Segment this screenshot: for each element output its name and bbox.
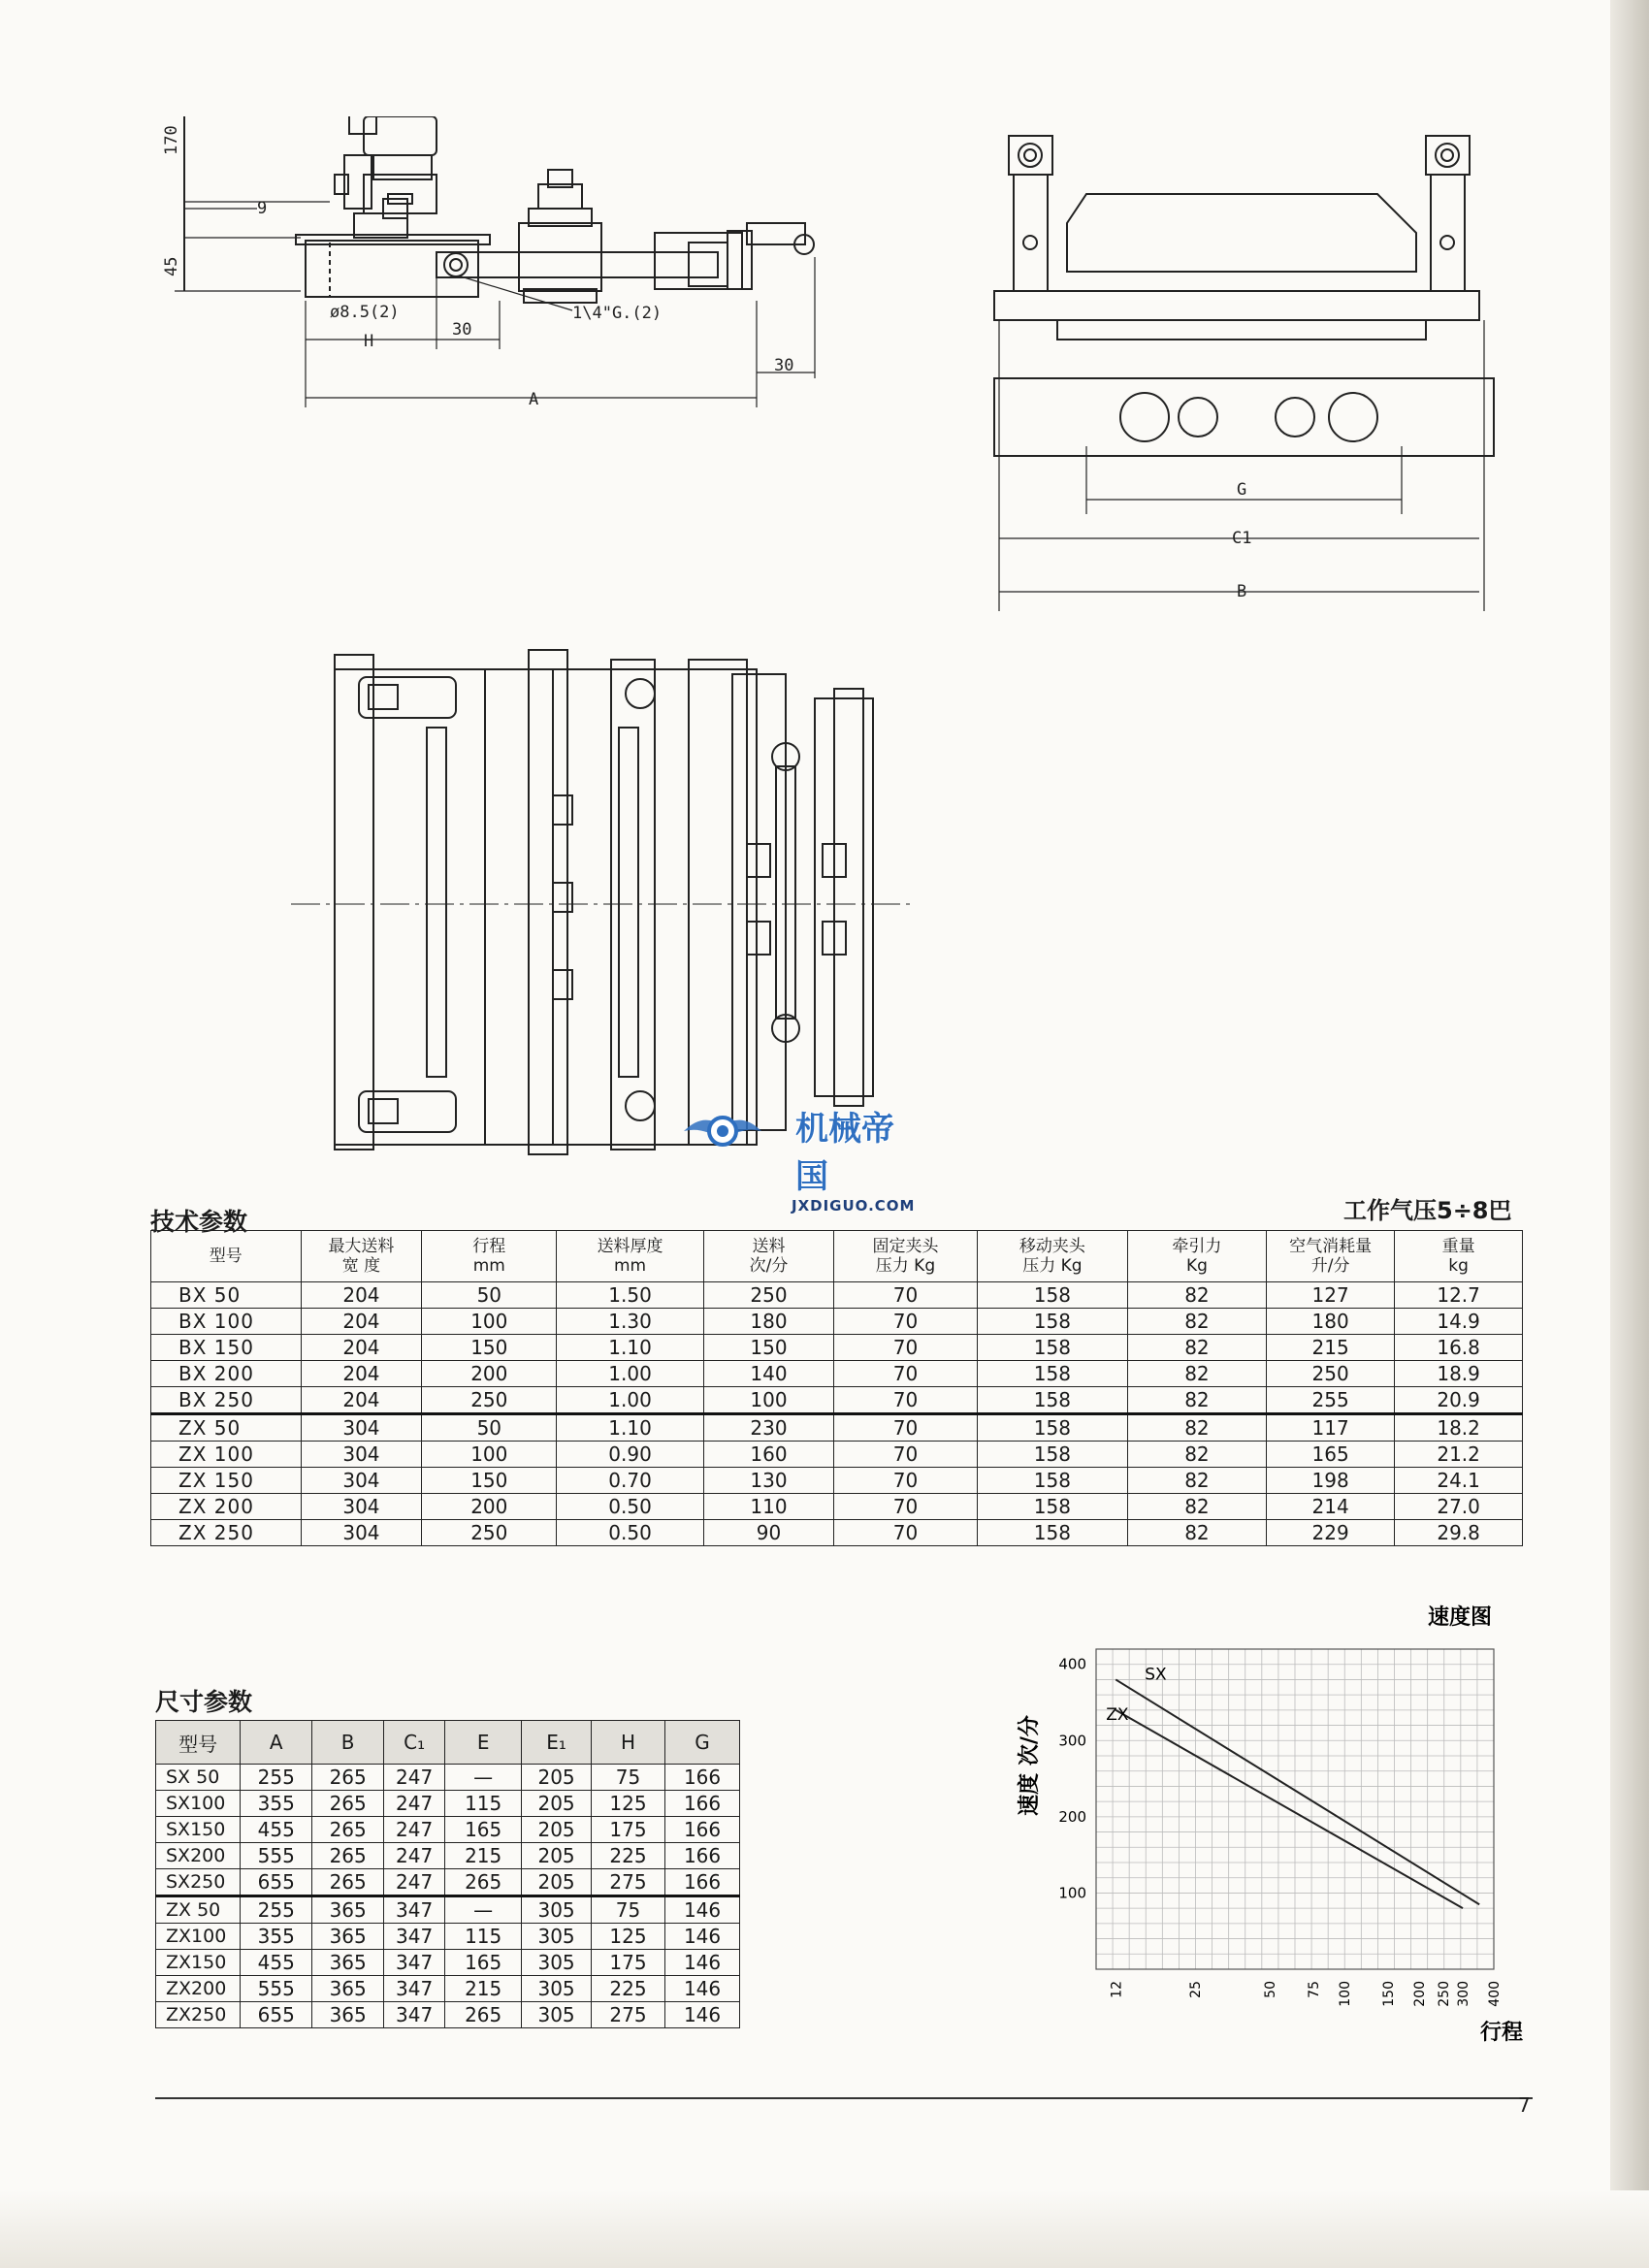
tech-cell: 250 <box>422 1387 557 1414</box>
tech-cell: 82 <box>1127 1309 1266 1335</box>
dims-cell: 655 <box>241 2002 312 2028</box>
dims-cell: 305 <box>522 1924 592 1950</box>
dims-cell: 215 <box>445 1976 522 2002</box>
tech-cell: 21.2 <box>1395 1442 1523 1468</box>
dims-table-row <box>156 2002 740 2028</box>
dims-cell: 365 <box>312 1924 384 1950</box>
dims-cell: 125 <box>591 1924 664 1950</box>
th-traction: 牵引力 Kg <box>1127 1231 1266 1282</box>
dth-h: H <box>591 1721 664 1765</box>
tech-cell-model: BX 100 <box>151 1309 302 1335</box>
dims-cell: 305 <box>522 1896 592 1924</box>
dims-cell: 265 <box>312 1843 384 1869</box>
dims-cell: 247 <box>384 1765 445 1791</box>
dims-cell: 165 <box>445 1817 522 1843</box>
tech-table-row <box>151 1468 1523 1494</box>
tech-cell: 1.00 <box>557 1361 704 1387</box>
dims-table-row <box>156 1843 740 1869</box>
tech-cell: 117 <box>1266 1414 1394 1442</box>
y-tick-label: 200 <box>1058 1807 1086 1826</box>
tech-cell: 165 <box>1266 1442 1394 1468</box>
front-view-drawing <box>980 126 1523 611</box>
tech-cell-model: ZX 100 <box>151 1442 302 1468</box>
tech-cell-model: ZX 200 <box>151 1494 302 1520</box>
tech-cell: 200 <box>422 1494 557 1520</box>
th-weight: 重量 kg <box>1395 1231 1523 1282</box>
port-label: 1\4"G.(2) <box>572 304 663 323</box>
tech-cell: 158 <box>977 1414 1127 1442</box>
dims-cell: 166 <box>665 1843 740 1869</box>
tech-cell-model: BX 50 <box>151 1282 302 1309</box>
th-stroke: 行程 mm <box>422 1231 557 1282</box>
top-view-drawing <box>291 631 912 1174</box>
x-tick-label: 400 <box>1487 1981 1503 2007</box>
tech-cell: 70 <box>834 1494 978 1520</box>
dims-cell: — <box>445 1765 522 1791</box>
dims-cell: 255 <box>241 1765 312 1791</box>
dims-cell: 205 <box>522 1765 592 1791</box>
chart-title: 速度图 <box>1427 1605 1492 1630</box>
dims-cell: 265 <box>445 2002 522 2028</box>
dims-cell-model: SX150 <box>156 1817 241 1843</box>
side-view-drawing <box>146 116 844 592</box>
tech-cell: 180 <box>1266 1309 1394 1335</box>
dims-cell: 265 <box>312 1869 384 1896</box>
dth-e: E <box>445 1721 522 1765</box>
tech-table-row <box>151 1387 1523 1414</box>
dims-table-row <box>156 1924 740 1950</box>
footer-rule <box>155 2097 1533 2099</box>
dims-cell: 205 <box>522 1869 592 1896</box>
tech-cell: 70 <box>834 1468 978 1494</box>
dims-cell: 146 <box>665 1976 740 2002</box>
tech-cell: 24.1 <box>1395 1468 1523 1494</box>
dim-9-label: 9 <box>257 199 268 218</box>
tech-cell: 82 <box>1127 1442 1266 1468</box>
speed-chart <box>1009 1601 1533 2066</box>
x-tick-label: 200 <box>1411 1981 1428 2007</box>
tech-cell: 198 <box>1266 1468 1394 1494</box>
tech-cell: 70 <box>834 1282 978 1309</box>
dims-cell-model: SX250 <box>156 1869 241 1896</box>
dims-cell: 247 <box>384 1869 445 1896</box>
dims-table-row <box>156 1950 740 1976</box>
dims-cell: 175 <box>591 1950 664 1976</box>
dim-params-title: 尺寸参数 <box>155 1688 253 1716</box>
dim-b-label: B <box>1237 582 1247 601</box>
dims-cell: 265 <box>312 1791 384 1817</box>
dims-cell: 247 <box>384 1843 445 1869</box>
dims-cell: 555 <box>241 1976 312 2002</box>
tech-cell: 70 <box>834 1309 978 1335</box>
th-model: 型号 <box>151 1231 302 1282</box>
x-tick-label: 300 <box>1456 1981 1472 2007</box>
dim-params-table <box>155 1720 740 2028</box>
tech-cell: 250 <box>703 1282 833 1309</box>
tech-cell: 82 <box>1127 1282 1266 1309</box>
tech-cell: 0.70 <box>557 1468 704 1494</box>
hole-label: ø8.5(2) <box>330 303 400 322</box>
tech-cell: 50 <box>422 1282 557 1309</box>
tech-cell: 304 <box>301 1442 422 1468</box>
page-bottom-shade <box>0 2190 1649 2268</box>
dims-cell: 205 <box>522 1843 592 1869</box>
tech-cell: 158 <box>977 1387 1127 1414</box>
dims-cell: 115 <box>445 1924 522 1950</box>
dims-cell: 175 <box>591 1817 664 1843</box>
tech-cell: 1.00 <box>557 1387 704 1414</box>
tech-cell: 0.50 <box>557 1494 704 1520</box>
dims-cell: 365 <box>312 1896 384 1924</box>
dims-table-row <box>156 1791 740 1817</box>
tech-table-row <box>151 1442 1523 1468</box>
tech-cell: 304 <box>301 1414 422 1442</box>
tech-cell-model: ZX 150 <box>151 1468 302 1494</box>
tech-cell-model: ZX 50 <box>151 1414 302 1442</box>
y-tick-label: 400 <box>1058 1655 1086 1673</box>
dims-cell: 365 <box>312 2002 384 2028</box>
dim-30-outer-label: 30 <box>774 356 794 375</box>
dims-cell: 146 <box>665 1896 740 1924</box>
tech-cell: 0.50 <box>557 1520 704 1546</box>
tech-cell: 158 <box>977 1335 1127 1361</box>
tech-cell: 18.9 <box>1395 1361 1523 1387</box>
dim-30-inner-label: 30 <box>452 320 472 340</box>
dim-h-label: H <box>364 332 374 351</box>
tech-cell: 158 <box>977 1309 1127 1335</box>
tech-cell: 250 <box>1266 1361 1394 1387</box>
dims-cell: 115 <box>445 1791 522 1817</box>
dim-45-label: 45 <box>162 256 181 276</box>
dims-cell: 166 <box>665 1765 740 1791</box>
page-number: 7 <box>1518 2093 1531 2117</box>
dims-cell-model: ZX250 <box>156 2002 241 2028</box>
dims-cell: 365 <box>312 1950 384 1976</box>
tech-cell: 230 <box>703 1414 833 1442</box>
tech-cell: 20.9 <box>1395 1387 1523 1414</box>
dims-table-row <box>156 1765 740 1791</box>
dth-model: 型号 <box>156 1721 241 1765</box>
dims-cell: 205 <box>522 1817 592 1843</box>
dims-cell: 355 <box>241 1791 312 1817</box>
tech-table-row <box>151 1520 1523 1546</box>
dim-c1-label: C1 <box>1232 529 1252 548</box>
dims-table-row <box>156 1869 740 1896</box>
dims-cell-model: SX 50 <box>156 1765 241 1791</box>
dth-b: B <box>312 1721 384 1765</box>
tech-cell: 29.8 <box>1395 1520 1523 1546</box>
dth-a: A <box>241 1721 312 1765</box>
pressure-note: 工作气压5÷8巴 <box>1343 1197 1512 1224</box>
tech-cell: 229 <box>1266 1520 1394 1546</box>
dims-cell: 205 <box>522 1791 592 1817</box>
dims-table-row <box>156 1896 740 1924</box>
dims-cell: 265 <box>312 1765 384 1791</box>
x-tick-label: 150 <box>1380 1981 1397 2007</box>
dims-cell-model: ZX100 <box>156 1924 241 1950</box>
dims-cell: 146 <box>665 1950 740 1976</box>
dims-cell: 347 <box>384 1924 445 1950</box>
x-tick-label: 50 <box>1262 1981 1278 1998</box>
tech-cell: 1.10 <box>557 1414 704 1442</box>
tech-cell-model: BX 250 <box>151 1387 302 1414</box>
tech-cell: 127 <box>1266 1282 1394 1309</box>
tech-cell: 12.7 <box>1395 1282 1523 1309</box>
dims-cell: 265 <box>445 1869 522 1896</box>
th-moving-clamp: 移动夹头 压力 Kg <box>977 1231 1127 1282</box>
tech-cell: 18.2 <box>1395 1414 1523 1442</box>
tech-table-row <box>151 1335 1523 1361</box>
dim-a-label: A <box>529 390 539 409</box>
dims-cell: 347 <box>384 1950 445 1976</box>
dims-cell: 265 <box>312 1817 384 1843</box>
dims-cell: 347 <box>384 2002 445 2028</box>
tech-cell: 158 <box>977 1361 1127 1387</box>
tech-cell: 82 <box>1127 1361 1266 1387</box>
tech-cell: 16.8 <box>1395 1335 1523 1361</box>
dims-cell: 247 <box>384 1791 445 1817</box>
dth-c1: C₁ <box>384 1721 445 1765</box>
tech-cell: 150 <box>422 1468 557 1494</box>
tech-table-row <box>151 1494 1523 1520</box>
tech-header-row <box>151 1231 1523 1282</box>
y-tick-label: 300 <box>1058 1732 1086 1750</box>
dims-cell-model: ZX200 <box>156 1976 241 2002</box>
dims-cell: 347 <box>384 1896 445 1924</box>
dims-cell: 305 <box>522 1950 592 1976</box>
dims-cell: 166 <box>665 1817 740 1843</box>
tech-cell: 215 <box>1266 1335 1394 1361</box>
page-edge-shadow <box>1610 0 1649 2268</box>
tech-cell: 160 <box>703 1442 833 1468</box>
tech-cell: 204 <box>301 1282 422 1309</box>
dims-cell: 146 <box>665 1924 740 1950</box>
dims-cell-model: ZX150 <box>156 1950 241 1976</box>
tech-cell: 70 <box>834 1335 978 1361</box>
tech-cell: 1.30 <box>557 1309 704 1335</box>
tech-table-row <box>151 1414 1523 1442</box>
series-line-sx <box>1116 1679 1479 1904</box>
y-tick-label: 100 <box>1058 1884 1086 1902</box>
tech-cell: 158 <box>977 1468 1127 1494</box>
tech-cell: 130 <box>703 1468 833 1494</box>
th-feed-rate: 送料 次/分 <box>703 1231 833 1282</box>
dims-cell: 166 <box>665 1791 740 1817</box>
tech-cell: 90 <box>703 1520 833 1546</box>
tech-cell: 158 <box>977 1282 1127 1309</box>
dims-cell: 146 <box>665 2002 740 2028</box>
tech-params-title: 技术参数 <box>150 1208 248 1236</box>
tech-cell-model: BX 200 <box>151 1361 302 1387</box>
tech-cell: 0.90 <box>557 1442 704 1468</box>
tech-table-row <box>151 1309 1523 1335</box>
tech-cell: 14.9 <box>1395 1309 1523 1335</box>
dims-cell: 305 <box>522 1976 592 2002</box>
tech-cell: 82 <box>1127 1494 1266 1520</box>
tech-cell: 140 <box>703 1361 833 1387</box>
tech-cell: 204 <box>301 1335 422 1361</box>
dims-cell: 75 <box>591 1896 664 1924</box>
tech-cell: 82 <box>1127 1468 1266 1494</box>
tech-cell: 70 <box>834 1442 978 1468</box>
tech-cell: 82 <box>1127 1414 1266 1442</box>
series-label-sx: SX <box>1145 1665 1167 1685</box>
tech-cell: 27.0 <box>1395 1494 1523 1520</box>
dims-cell: 455 <box>241 1817 312 1843</box>
tech-cell-model: ZX 250 <box>151 1520 302 1546</box>
x-tick-label: 25 <box>1187 1981 1204 1998</box>
tech-cell: 100 <box>422 1442 557 1468</box>
tech-cell: 250 <box>422 1520 557 1546</box>
tech-cell: 204 <box>301 1309 422 1335</box>
dims-cell-model: SX200 <box>156 1843 241 1869</box>
chart-ylabel: 速度 次/分 <box>1018 1715 1042 1816</box>
dth-e1: E₁ <box>522 1721 592 1765</box>
dim-170-label: 170 <box>162 125 181 155</box>
watermark-name: 机械帝国 <box>795 1110 894 1196</box>
tech-cell: 214 <box>1266 1494 1394 1520</box>
dims-cell-model: ZX 50 <box>156 1896 241 1924</box>
tech-cell: 82 <box>1127 1335 1266 1361</box>
tech-params-table <box>150 1230 1523 1546</box>
dims-cell: 365 <box>312 1976 384 2002</box>
tech-cell: 70 <box>834 1414 978 1442</box>
tech-table-row <box>151 1361 1523 1387</box>
tech-cell: 110 <box>703 1494 833 1520</box>
dims-cell-model: SX100 <box>156 1791 241 1817</box>
chart-xlabel: 行程 <box>1479 2021 1523 2045</box>
dims-cell: 215 <box>445 1843 522 1869</box>
tech-cell: 100 <box>422 1309 557 1335</box>
tech-cell: 150 <box>703 1335 833 1361</box>
tech-cell: 158 <box>977 1494 1127 1520</box>
dims-cell: 655 <box>241 1869 312 1896</box>
dims-table-row <box>156 1817 740 1843</box>
dims-cell: 165 <box>445 1950 522 1976</box>
series-label-zx: ZX <box>1106 1704 1129 1725</box>
dims-cell: 247 <box>384 1817 445 1843</box>
watermark-url: JXDIGUO.COM <box>792 1197 916 1215</box>
tech-cell: 100 <box>703 1387 833 1414</box>
dims-cell: 125 <box>591 1791 664 1817</box>
dims-cell: 225 <box>591 1976 664 2002</box>
tech-cell-model: BX 150 <box>151 1335 302 1361</box>
x-tick-label: 100 <box>1337 1981 1353 2007</box>
watermark-logo <box>679 1102 916 1215</box>
dth-g: G <box>665 1721 740 1765</box>
tech-cell: 70 <box>834 1387 978 1414</box>
dims-cell: 275 <box>591 2002 664 2028</box>
dims-cell: 305 <box>522 2002 592 2028</box>
tech-cell: 304 <box>301 1520 422 1546</box>
dims-table-row <box>156 1976 740 2002</box>
dims-cell: — <box>445 1896 522 1924</box>
dim-g-label: G <box>1237 480 1247 500</box>
tech-cell: 1.10 <box>557 1335 704 1361</box>
tech-cell: 1.50 <box>557 1282 704 1309</box>
tech-cell: 82 <box>1127 1520 1266 1546</box>
tech-cell: 204 <box>301 1361 422 1387</box>
th-max-width: 最大送料 宽 度 <box>301 1231 422 1282</box>
tech-cell: 158 <box>977 1520 1127 1546</box>
dims-header-row <box>156 1721 740 1765</box>
dims-cell: 555 <box>241 1843 312 1869</box>
tech-cell: 50 <box>422 1414 557 1442</box>
tech-cell: 204 <box>301 1387 422 1414</box>
dims-cell: 166 <box>665 1869 740 1896</box>
tech-cell: 304 <box>301 1494 422 1520</box>
dims-cell: 355 <box>241 1924 312 1950</box>
tech-cell: 70 <box>834 1361 978 1387</box>
gear-wings-icon <box>679 1102 766 1160</box>
tech-cell: 255 <box>1266 1387 1394 1414</box>
th-thickness: 送料厚度 mm <box>557 1231 704 1282</box>
dims-cell: 275 <box>591 1869 664 1896</box>
tech-cell: 158 <box>977 1442 1127 1468</box>
x-tick-label: 75 <box>1306 1981 1322 1998</box>
tech-cell: 70 <box>834 1520 978 1546</box>
th-air-consumption: 空气消耗量 升/分 <box>1266 1231 1394 1282</box>
x-tick-label: 12 <box>1109 1981 1125 1998</box>
tech-cell: 200 <box>422 1361 557 1387</box>
tech-table-row <box>151 1282 1523 1309</box>
dims-cell: 75 <box>591 1765 664 1791</box>
dims-cell: 455 <box>241 1950 312 1976</box>
th-fixed-clamp: 固定夹头 压力 Kg <box>834 1231 978 1282</box>
dims-cell: 347 <box>384 1976 445 2002</box>
x-tick-label: 250 <box>1436 1981 1452 2007</box>
dims-cell: 225 <box>591 1843 664 1869</box>
tech-cell: 180 <box>703 1309 833 1335</box>
dims-cell: 255 <box>241 1896 312 1924</box>
tech-cell: 150 <box>422 1335 557 1361</box>
tech-cell: 304 <box>301 1468 422 1494</box>
tech-cell: 82 <box>1127 1387 1266 1414</box>
